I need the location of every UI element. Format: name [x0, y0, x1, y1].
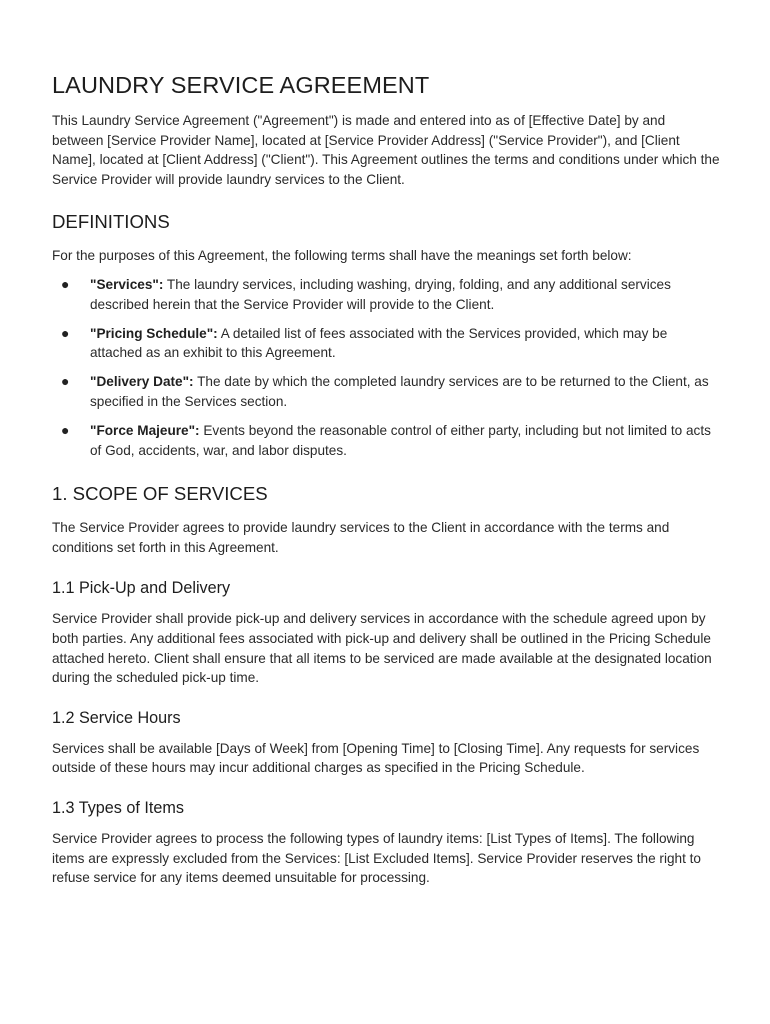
- definitions-heading: DEFINITIONS: [52, 211, 170, 233]
- pickup-paragraph: Service Provider shall provide pick-up and delivery services in accordance with the schedule agreed upon by both parties. Any additional fees associated with pick-up and delivery shall be outlined in the Pricing Schedule attached hereto. Client shall ensure that all items to be serviced are made available at the designated location during the scheduled pick-up time.: [52, 611, 712, 686]
- definition-term: "Force Majeure":: [90, 423, 200, 439]
- definition-term: "Pricing Schedule":: [90, 325, 218, 341]
- definition-text: Events beyond the reasonable control of either party, including but not limited to acts of God, accidents, war, and labor disputes.: [90, 423, 711, 458]
- scope-heading: 1. SCOPE OF SERVICES: [52, 483, 268, 505]
- hours-heading: 1.2 Service Hours: [52, 708, 181, 727]
- intro-paragraph: This Laundry Service Agreement ("Agreement") is made and entered into as of [Effective Date] by and between [Service Provider Name], located at [Service Provider Address] ("Service Provider"), and [Client Name], located at [Client Address] ("Client"). This Agreement outlines the terms and conditions under which the Service Provider will provide laundry services to the Client.: [52, 113, 720, 187]
- definitions-list: [52, 275, 720, 460]
- definitions-lead: For the purposes of this Agreement, the following terms shall have the meanings set forth below:: [52, 248, 632, 264]
- items-heading: 1.3 Types of Items: [52, 798, 184, 817]
- definition-term: "Services":: [90, 276, 164, 292]
- definition-term: "Delivery Date":: [90, 374, 194, 390]
- pickup-heading: 1.1 Pick-Up and Delivery: [52, 579, 231, 598]
- definition-item: [52, 421, 720, 460]
- definition-text: The laundry services, including washing, drying, folding, and any additional services described herein that the Service Provider will provide to the Client.: [90, 276, 671, 312]
- bullet-icon: ●: [61, 422, 70, 439]
- definition-text: A detailed list of fees associated with the Services provided, which may be attached as an exhibit to this Agreement.: [90, 325, 668, 361]
- items-paragraph: Service Provider agrees to process the following types of laundry items: [List Types of Items]. The following items are expressly excluded from the Services: [List Excluded Items]. Service Provider reserves the right to refuse service for any items deemed unsuitable for processing.: [52, 830, 701, 886]
- bullet-icon: ●: [61, 324, 70, 341]
- scope-paragraph: The Service Provider agrees to provide laundry services to the Client in accordance with the terms and conditions set forth in this Agreement.: [52, 520, 670, 555]
- definition-item: [52, 372, 720, 411]
- definition-item: [52, 324, 720, 363]
- hours-paragraph: Services shall be available [Days of Week] from [Opening Time] to [Closing Time]. Any requests for services outside of these hours may incur additional charges as specified in the Pricing Schedule.: [52, 740, 700, 776]
- bullet-icon: ●: [61, 373, 70, 390]
- document-page: [52, 68, 720, 888]
- bullet-icon: ●: [61, 275, 70, 292]
- definition-text: The date by which the completed laundry services are to be returned to the Client, as specified in the Services section.: [90, 374, 709, 409]
- definition-item: [52, 275, 720, 314]
- document-title: LAUNDRY SERVICE AGREEMENT: [52, 72, 430, 98]
